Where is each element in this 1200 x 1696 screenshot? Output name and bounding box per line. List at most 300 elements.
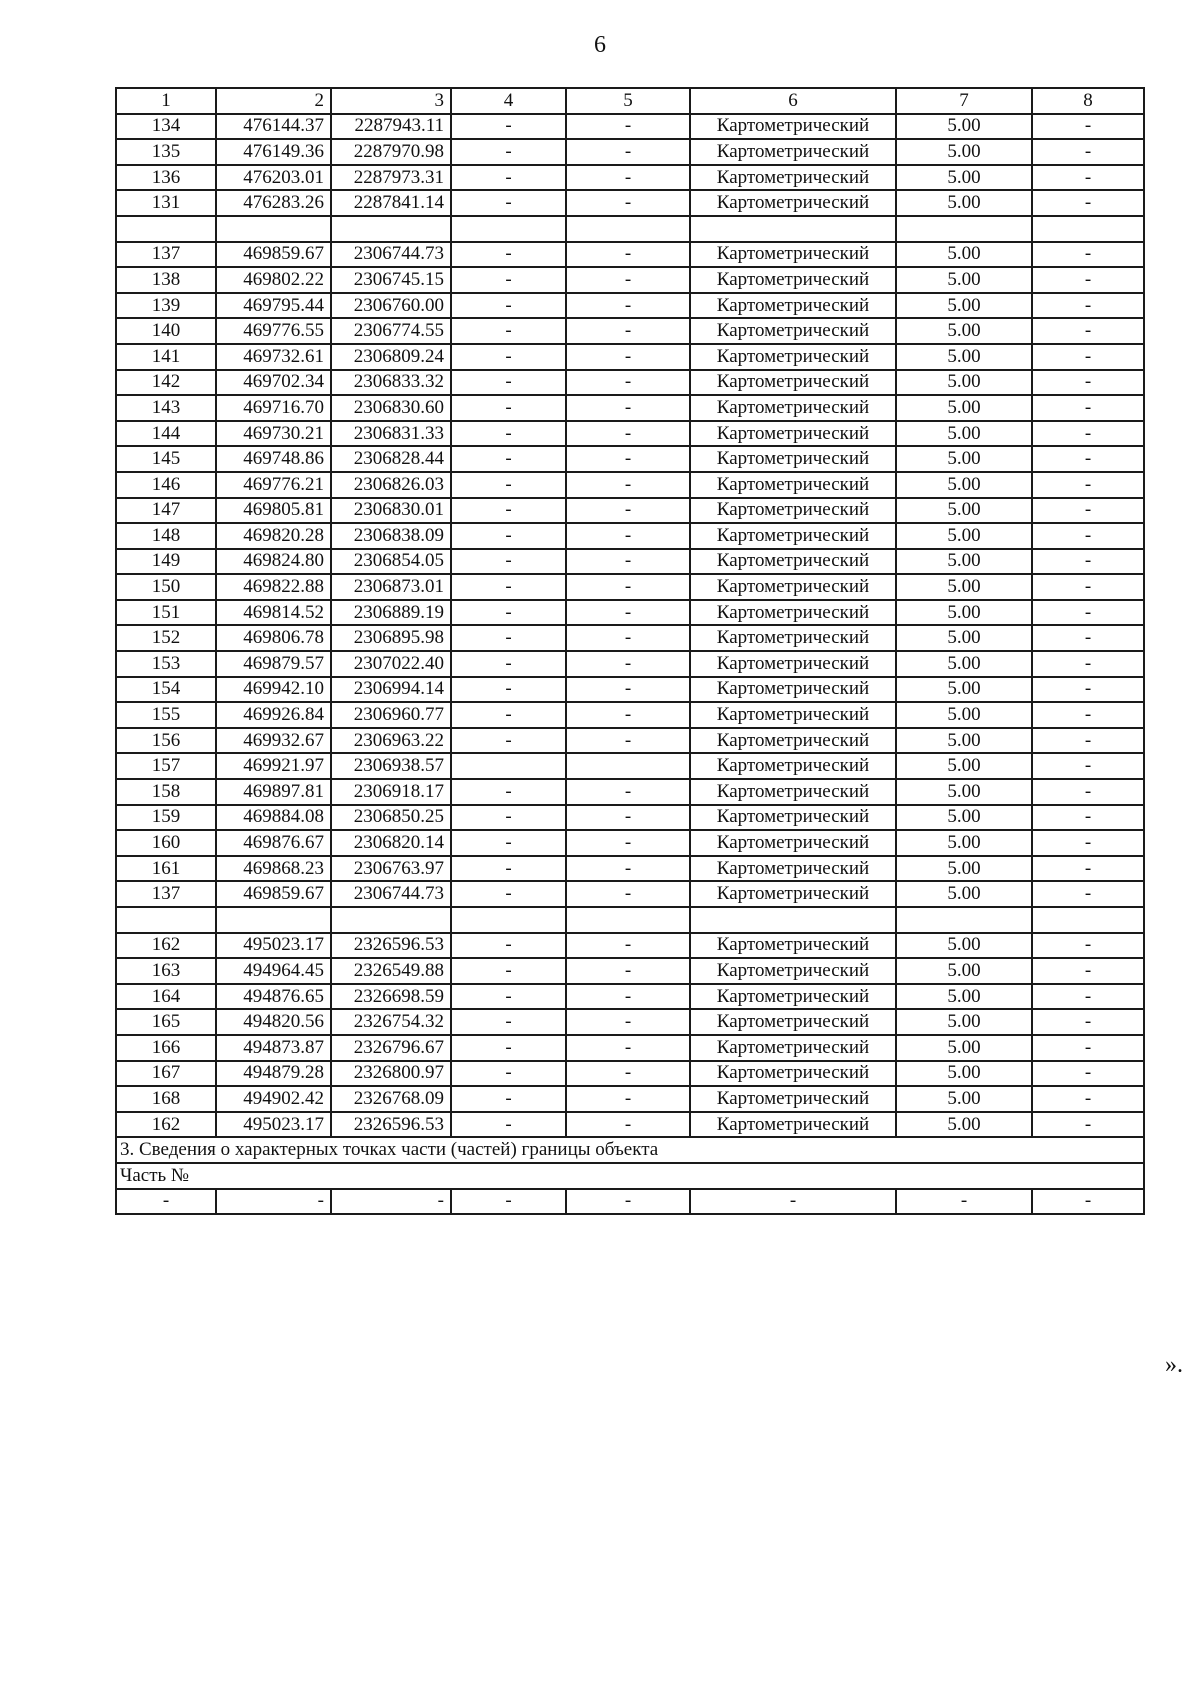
- table-cell-col2: 469859.67: [216, 881, 331, 907]
- table-cell-col4: [451, 216, 566, 242]
- table-cell-col8: -: [1032, 139, 1144, 165]
- table-cell-col4: -: [451, 958, 566, 984]
- table-cell-col1: 140: [116, 318, 216, 344]
- table-cell-col3: 2306763.97: [331, 856, 451, 882]
- table-cell-col4: -: [451, 1009, 566, 1035]
- table-cell-col7: 5.00: [896, 1112, 1032, 1138]
- table-cell-col7: 5.00: [896, 165, 1032, 191]
- table-cell-col5: -: [566, 574, 690, 600]
- table-cell-col1: 134: [116, 114, 216, 140]
- table-row: [116, 139, 1144, 165]
- table-cell-col3: 2326698.59: [331, 984, 451, 1010]
- table-cell-col5: -: [566, 523, 690, 549]
- table-cell-col2: 476203.01: [216, 165, 331, 191]
- table-cell-col7: 5.00: [896, 805, 1032, 831]
- table-cell-col4: -: [451, 881, 566, 907]
- table-cell-col6: Картометрический: [690, 651, 896, 677]
- table-cell-col4: -: [451, 395, 566, 421]
- table-cell-col5: -: [566, 114, 690, 140]
- table-cell-col5: -: [566, 779, 690, 805]
- table-cell-col3: 2306831.33: [331, 421, 451, 447]
- table-row: [116, 753, 1144, 779]
- coordinates-table: [115, 87, 1145, 1215]
- table-cell-col6: Картометрический: [690, 881, 896, 907]
- table-cell-col6: Картометрический: [690, 318, 896, 344]
- table-cell-col8: -: [1032, 625, 1144, 651]
- table-cell-col1: 167: [116, 1061, 216, 1087]
- table-row: [116, 984, 1144, 1010]
- table-cell-col2: 476144.37: [216, 114, 331, 140]
- table-cell-col4: -: [451, 523, 566, 549]
- table-cell-col6: Картометрический: [690, 984, 896, 1010]
- table-cell-col3: 2306828.44: [331, 446, 451, 472]
- table-cell-col6: Картометрический: [690, 830, 896, 856]
- table-row: [116, 1035, 1144, 1061]
- closing-quote: ».: [1165, 1352, 1183, 1378]
- table-cell-col1: 162: [116, 933, 216, 959]
- table-cell-col6: Картометрический: [690, 421, 896, 447]
- table-cell-col7: 5.00: [896, 344, 1032, 370]
- table-row: [116, 600, 1144, 626]
- table-cell-col4: -: [451, 984, 566, 1010]
- table-cell-col5: -: [566, 1035, 690, 1061]
- table-cell-col4: -: [451, 1035, 566, 1061]
- table-cell-col2: 2: [216, 88, 331, 114]
- table-cell-col8: -: [1032, 1035, 1144, 1061]
- table-cell-col7: 5.00: [896, 702, 1032, 728]
- table-cell-col2: 469730.21: [216, 421, 331, 447]
- table-cell-col5: -: [566, 625, 690, 651]
- table-cell-col5: -: [566, 190, 690, 216]
- table-cell-col8: -: [1032, 600, 1144, 626]
- table-cell-col1: 157: [116, 753, 216, 779]
- table-cell-col3: 2287841.14: [331, 190, 451, 216]
- table-cell-col5: -: [566, 1189, 690, 1215]
- table-row: [116, 293, 1144, 319]
- table-cell-col2: 494879.28: [216, 1061, 331, 1087]
- table-cell-col7: 5.00: [896, 958, 1032, 984]
- table-cell-col7: 5.00: [896, 549, 1032, 575]
- table-cell-col8: -: [1032, 498, 1144, 524]
- table-cell-col1: 165: [116, 1009, 216, 1035]
- table-cell-col1: 160: [116, 830, 216, 856]
- table-cell-col3: 2306809.24: [331, 344, 451, 370]
- table-cell-col1: 141: [116, 344, 216, 370]
- table-cell-col1: 131: [116, 190, 216, 216]
- table-cell-col5: -: [566, 805, 690, 831]
- page-number: 6: [594, 32, 606, 58]
- table-cell-col5: 5: [566, 88, 690, 114]
- table-cell-col4: -: [451, 165, 566, 191]
- table-cell-col3: 2306760.00: [331, 293, 451, 319]
- table-cell-col7: 5.00: [896, 114, 1032, 140]
- table-cell-col8: -: [1032, 830, 1144, 856]
- table-cell-col3: 2326796.67: [331, 1035, 451, 1061]
- table-cell-col7: 5.00: [896, 1061, 1032, 1087]
- table-cell-col1: 137: [116, 881, 216, 907]
- table-row: [116, 907, 1144, 933]
- table-cell-col2: 494873.87: [216, 1035, 331, 1061]
- table-cell-col2: 469795.44: [216, 293, 331, 319]
- table-cell-col5: -: [566, 1086, 690, 1112]
- table-cell-col2: 469802.22: [216, 267, 331, 293]
- table-cell-col7: 5.00: [896, 984, 1032, 1010]
- table-cell-col4: -: [451, 702, 566, 728]
- table-cell-col5: [566, 907, 690, 933]
- table-cell-col4: -: [451, 139, 566, 165]
- table-cell-col1: 168: [116, 1086, 216, 1112]
- table-cell-col8: -: [1032, 114, 1144, 140]
- table-row: [116, 677, 1144, 703]
- table-cell-col6: Картометрический: [690, 498, 896, 524]
- table-row: [116, 549, 1144, 575]
- table-cell-col5: -: [566, 1061, 690, 1087]
- table-cell-col2: 469859.67: [216, 242, 331, 268]
- table-cell-col8: -: [1032, 753, 1144, 779]
- table-cell-col8: -: [1032, 267, 1144, 293]
- table-cell-col1: 143: [116, 395, 216, 421]
- table-cell-col6: Картометрический: [690, 344, 896, 370]
- table-cell-col8: -: [1032, 190, 1144, 216]
- table-cell-col6: Картометрический: [690, 574, 896, 600]
- table-cell-col4: 4: [451, 88, 566, 114]
- table-cell-col1: 159: [116, 805, 216, 831]
- table-cell-col6: Картометрический: [690, 958, 896, 984]
- table-cell-col8: -: [1032, 523, 1144, 549]
- table-cell-col3: 2306833.32: [331, 370, 451, 396]
- table-row: [116, 190, 1144, 216]
- table-cell-col1: 154: [116, 677, 216, 703]
- table-cell-col7: 5.00: [896, 933, 1032, 959]
- table-cell-col7: 5.00: [896, 856, 1032, 882]
- table-cell-col8: -: [1032, 958, 1144, 984]
- table-cell-col8: -: [1032, 651, 1144, 677]
- table-cell-col3: 2306830.60: [331, 395, 451, 421]
- table-cell-col3: 2306960.77: [331, 702, 451, 728]
- table-cell-col4: [451, 907, 566, 933]
- table-cell-col5: -: [566, 984, 690, 1010]
- table-cell-col7: 5.00: [896, 753, 1032, 779]
- table-cell-col3: 2326596.53: [331, 1112, 451, 1138]
- table-cell-col1: 149: [116, 549, 216, 575]
- table-cell-col5: -: [566, 370, 690, 396]
- table-cell-col1: 1: [116, 88, 216, 114]
- table-cell-col2: 469702.34: [216, 370, 331, 396]
- table-cell-col6: Картометрический: [690, 779, 896, 805]
- table-cell-col4: -: [451, 344, 566, 370]
- table-cell-col8: -: [1032, 472, 1144, 498]
- table-cell-col5: -: [566, 242, 690, 268]
- table-row: [116, 830, 1144, 856]
- table-cell-col5: -: [566, 421, 690, 447]
- table-cell-col2: 469822.88: [216, 574, 331, 600]
- table-cell-col7: 5.00: [896, 421, 1032, 447]
- table-cell-col5: -: [566, 165, 690, 191]
- table-cell-col6: Картометрический: [690, 600, 896, 626]
- table-row: [116, 1086, 1144, 1112]
- table-cell-col3: 2326800.97: [331, 1061, 451, 1087]
- table-cell-col4: -: [451, 318, 566, 344]
- table-cell-col3: 2326754.32: [331, 1009, 451, 1035]
- table-cell-col7: 5.00: [896, 523, 1032, 549]
- table-cell-col2: 469926.84: [216, 702, 331, 728]
- table-cell-col3: 2287943.11: [331, 114, 451, 140]
- table-cell-col1: 152: [116, 625, 216, 651]
- table-cell-col4: -: [451, 830, 566, 856]
- table-cell-col2: 495023.17: [216, 1112, 331, 1138]
- table-row: [116, 805, 1144, 831]
- table-cell-col1: 163: [116, 958, 216, 984]
- table-cell-col4: -: [451, 779, 566, 805]
- table-cell-col6: Картометрический: [690, 523, 896, 549]
- table-cell-col2: 469868.23: [216, 856, 331, 882]
- table-cell-col4: -: [451, 293, 566, 319]
- table-cell-col3: 2306873.01: [331, 574, 451, 600]
- table-cell-col3: 2306820.14: [331, 830, 451, 856]
- table-cell-col4: -: [451, 856, 566, 882]
- table-row: [116, 1061, 1144, 1087]
- table-cell-col4: -: [451, 933, 566, 959]
- table-cell-col6: Картометрический: [690, 805, 896, 831]
- table-cell-col3: 2287970.98: [331, 139, 451, 165]
- table-row: [116, 881, 1144, 907]
- table-cell-col6: Картометрический: [690, 933, 896, 959]
- table-cell-col5: -: [566, 549, 690, 575]
- table-cell-col8: -: [1032, 856, 1144, 882]
- table-cell-col7: [896, 216, 1032, 242]
- table-cell-col5: -: [566, 267, 690, 293]
- table-cell-col5: -: [566, 702, 690, 728]
- table-cell-col1: 155: [116, 702, 216, 728]
- table-cell-col8: -: [1032, 242, 1144, 268]
- table-row: [116, 472, 1144, 498]
- table-cell-col8: -: [1032, 1189, 1144, 1215]
- table-cell-col2: 494964.45: [216, 958, 331, 984]
- table-cell-col6: 6: [690, 88, 896, 114]
- table-cell-col6: Картометрический: [690, 139, 896, 165]
- table-cell-col4: -: [451, 114, 566, 140]
- table-row: [116, 421, 1144, 447]
- table-row: [116, 702, 1144, 728]
- table-cell-col7: 5.00: [896, 190, 1032, 216]
- table-cell-col1: -: [116, 1189, 216, 1215]
- part-number-label: Часть №: [116, 1163, 1144, 1189]
- table-row: [116, 625, 1144, 651]
- table-cell-col6: Картометрический: [690, 677, 896, 703]
- table-cell-col3: 2307022.40: [331, 651, 451, 677]
- table-cell-col6: Картометрический: [690, 1086, 896, 1112]
- table-cell-col7: 7: [896, 88, 1032, 114]
- table-cell-col1: 147: [116, 498, 216, 524]
- table-cell-col7: 5.00: [896, 242, 1032, 268]
- table-cell-col4: -: [451, 242, 566, 268]
- table-cell-col5: -: [566, 651, 690, 677]
- table-cell-col1: 151: [116, 600, 216, 626]
- table-cell-col6: Картометрический: [690, 267, 896, 293]
- table-cell-col6: Картометрический: [690, 753, 896, 779]
- table-cell-col8: -: [1032, 293, 1144, 319]
- table-cell-col1: 156: [116, 728, 216, 754]
- table-row: [116, 498, 1144, 524]
- table-cell-col3: 2306774.55: [331, 318, 451, 344]
- table-cell-col3: 2326768.09: [331, 1086, 451, 1112]
- table-cell-col8: -: [1032, 702, 1144, 728]
- table-cell-col3: 2306918.17: [331, 779, 451, 805]
- table-cell-col5: -: [566, 472, 690, 498]
- table-cell-col2: 469776.55: [216, 318, 331, 344]
- table-row: [116, 523, 1144, 549]
- table-cell-col1: 145: [116, 446, 216, 472]
- table-cell-col8: 8: [1032, 88, 1144, 114]
- table-cell-col7: [896, 907, 1032, 933]
- table-cell-col7: 5.00: [896, 1009, 1032, 1035]
- table-cell-col6: [690, 907, 896, 933]
- table-cell-col1: 146: [116, 472, 216, 498]
- table-cell-col4: -: [451, 498, 566, 524]
- table-cell-col7: 5.00: [896, 779, 1032, 805]
- table-row: [116, 318, 1144, 344]
- table-header-row: [116, 88, 1144, 114]
- table-cell-col8: -: [1032, 370, 1144, 396]
- table-cell-col4: -: [451, 190, 566, 216]
- table-cell-col5: -: [566, 139, 690, 165]
- table-cell-col4: -: [451, 421, 566, 447]
- table-cell-col3: 2306744.73: [331, 242, 451, 268]
- part-data-row: [116, 1189, 1144, 1215]
- table-cell-col3: 2306745.15: [331, 267, 451, 293]
- table-cell-col3: [331, 216, 451, 242]
- table-cell-col2: 469820.28: [216, 523, 331, 549]
- table-cell-col8: -: [1032, 1086, 1144, 1112]
- table-cell-col3: 2306963.22: [331, 728, 451, 754]
- table-cell-col3: 2306895.98: [331, 625, 451, 651]
- table-cell-col3: 2306889.19: [331, 600, 451, 626]
- table-cell-col2: 494820.56: [216, 1009, 331, 1035]
- table-cell-col8: -: [1032, 549, 1144, 575]
- table-cell-col8: -: [1032, 779, 1144, 805]
- table-row: [116, 1009, 1144, 1035]
- table-row: [116, 370, 1144, 396]
- table-row: [116, 446, 1144, 472]
- table-cell-col2: 476283.26: [216, 190, 331, 216]
- table-cell-col7: -: [896, 1189, 1032, 1215]
- table-cell-col6: Картометрический: [690, 728, 896, 754]
- table-cell-col7: 5.00: [896, 395, 1032, 421]
- table-cell-col4: -: [451, 651, 566, 677]
- table-cell-col5: -: [566, 933, 690, 959]
- table-row: [116, 779, 1144, 805]
- table-cell-col1: 158: [116, 779, 216, 805]
- table-cell-col7: 5.00: [896, 574, 1032, 600]
- table-cell-col7: 5.00: [896, 651, 1032, 677]
- table-cell-col7: 5.00: [896, 728, 1032, 754]
- table-cell-col2: [216, 907, 331, 933]
- table-cell-col5: [566, 216, 690, 242]
- table-cell-col6: Картометрический: [690, 1035, 896, 1061]
- table-cell-col3: 2306850.25: [331, 805, 451, 831]
- table-cell-col1: 139: [116, 293, 216, 319]
- table-cell-col8: -: [1032, 574, 1144, 600]
- table-cell-col5: -: [566, 1009, 690, 1035]
- table-row: [116, 728, 1144, 754]
- table-cell-col3: 2306830.01: [331, 498, 451, 524]
- table-cell-col2: 469921.97: [216, 753, 331, 779]
- table-cell-col3: 2306994.14: [331, 677, 451, 703]
- table-cell-col8: -: [1032, 1061, 1144, 1087]
- table-cell-col1: 166: [116, 1035, 216, 1061]
- table-cell-col8: [1032, 216, 1144, 242]
- table-cell-col6: Картометрический: [690, 293, 896, 319]
- table-cell-col7: 5.00: [896, 472, 1032, 498]
- table-row: [116, 574, 1144, 600]
- table-cell-col2: 469932.67: [216, 728, 331, 754]
- table-cell-col3: 3: [331, 88, 451, 114]
- table-cell-col8: -: [1032, 1112, 1144, 1138]
- table-cell-col2: 469897.81: [216, 779, 331, 805]
- table-cell-col3: 2306744.73: [331, 881, 451, 907]
- table-cell-col1: 136: [116, 165, 216, 191]
- table-cell-col5: -: [566, 830, 690, 856]
- table-body: [116, 88, 1144, 1214]
- table-cell-col8: -: [1032, 933, 1144, 959]
- table-cell-col5: -: [566, 293, 690, 319]
- table-cell-col4: -: [451, 446, 566, 472]
- table-cell-col4: -: [451, 1086, 566, 1112]
- table-row: [116, 216, 1144, 242]
- table-row: [116, 856, 1144, 882]
- table-cell-col2: 476149.36: [216, 139, 331, 165]
- table-cell-col5: -: [566, 856, 690, 882]
- table-cell-col8: -: [1032, 1009, 1144, 1035]
- table-cell-col5: -: [566, 318, 690, 344]
- table-cell-col7: 5.00: [896, 677, 1032, 703]
- table-cell-col7: 5.00: [896, 370, 1032, 396]
- table-cell-col3: 2287973.31: [331, 165, 451, 191]
- table-cell-col4: -: [451, 625, 566, 651]
- table-row: [116, 344, 1144, 370]
- table-cell-col5: -: [566, 728, 690, 754]
- table-cell-col2: 494876.65: [216, 984, 331, 1010]
- table-cell-col4: [451, 753, 566, 779]
- table-row: [116, 651, 1144, 677]
- table-cell-col7: 5.00: [896, 881, 1032, 907]
- table-cell-col6: Картометрический: [690, 190, 896, 216]
- table-cell-col5: -: [566, 395, 690, 421]
- table-cell-col6: Картометрический: [690, 549, 896, 575]
- table-cell-col2: 469806.78: [216, 625, 331, 651]
- table-cell-col5: -: [566, 881, 690, 907]
- table-cell-col4: -: [451, 728, 566, 754]
- table-row: [116, 242, 1144, 268]
- table-cell-col2: 469814.52: [216, 600, 331, 626]
- table-cell-col7: 5.00: [896, 446, 1032, 472]
- table-cell-col6: Картометрический: [690, 242, 896, 268]
- table-cell-col2: [216, 216, 331, 242]
- table-cell-col6: Картометрический: [690, 446, 896, 472]
- table-cell-col1: 162: [116, 1112, 216, 1138]
- table-cell-col2: 495023.17: [216, 933, 331, 959]
- table-cell-col4: -: [451, 549, 566, 575]
- table-cell-col5: [566, 753, 690, 779]
- table-cell-col3: 2326596.53: [331, 933, 451, 959]
- table-cell-col1: 164: [116, 984, 216, 1010]
- table-cell-col2: 469884.08: [216, 805, 331, 831]
- table-cell-col8: -: [1032, 677, 1144, 703]
- table-cell-col8: -: [1032, 421, 1144, 447]
- table-cell-col1: 153: [116, 651, 216, 677]
- table-cell-col5: -: [566, 498, 690, 524]
- table-cell-col8: -: [1032, 881, 1144, 907]
